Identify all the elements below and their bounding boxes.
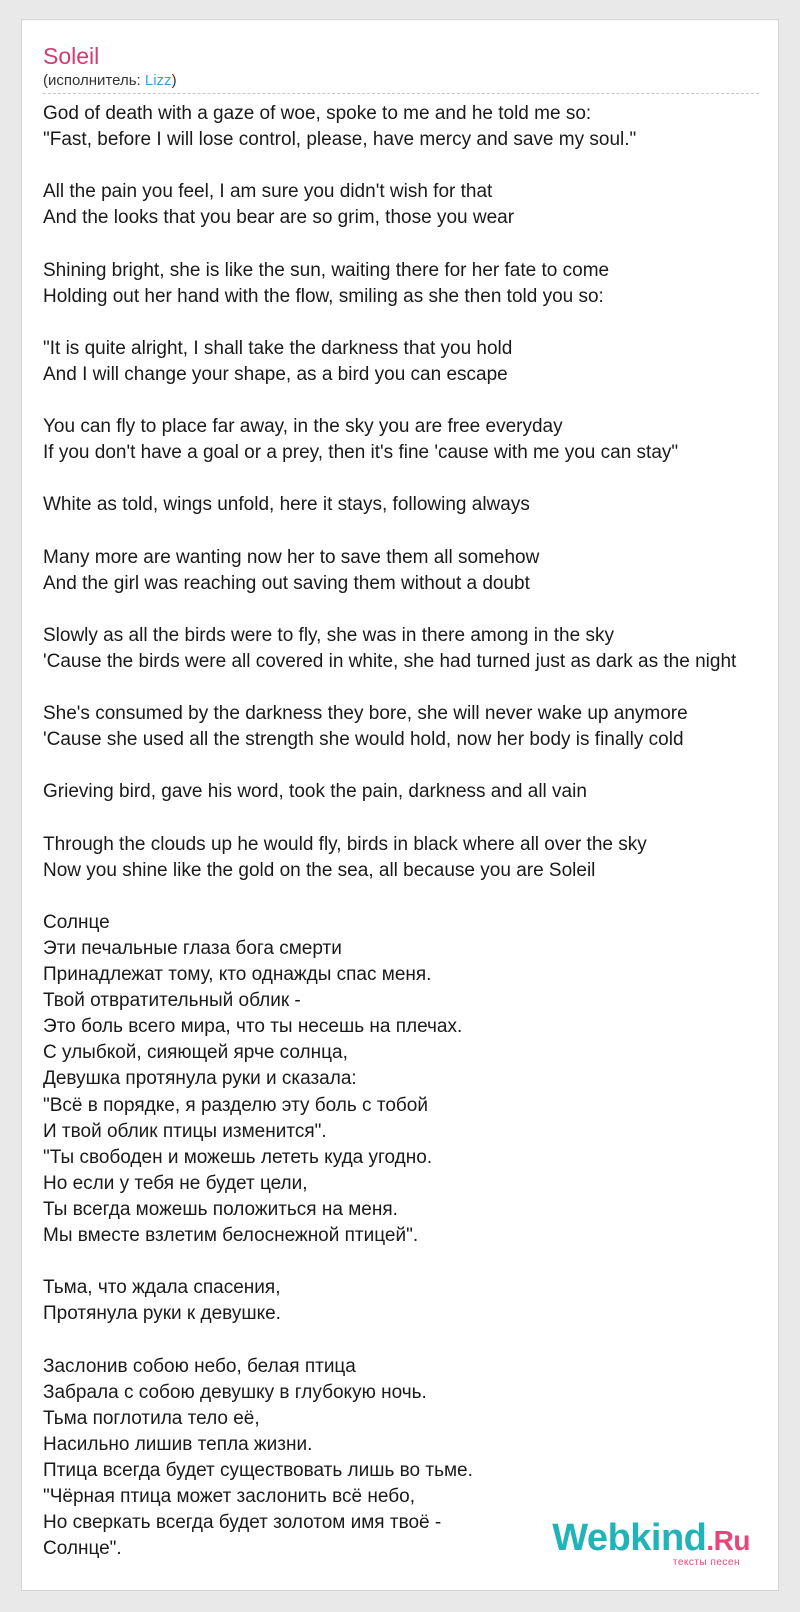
lyric-line: And the looks that you bear are so grim, those you wear — [43, 207, 515, 229]
song-title: Soleil — [43, 43, 100, 69]
lyric-line: "Всё в порядке, я разделю эту боль с тобой — [43, 1094, 428, 1116]
stanza-gap — [43, 1249, 773, 1275]
lyric-line: Ты всегда можешь положиться на меня. — [43, 1198, 398, 1220]
stanza-gap — [43, 753, 773, 779]
lyric-line: И твой облик птицы изменится". — [43, 1120, 327, 1142]
lyric-line: Slowly as all the birds were to fly, she was in there among in the sky — [43, 624, 614, 646]
lyric-line: Насильно лишив тепла жизни. — [43, 1433, 313, 1455]
lyric-line: Солнце — [43, 911, 110, 933]
stanza-gap — [43, 884, 773, 910]
lyric-line: If you don't have a goal or a prey, then it's fine 'cause with me you can stay" — [43, 442, 679, 464]
lyric-line: Shining bright, she is like the sun, waiting there for her fate to come — [43, 259, 610, 281]
artist-prefix: (исполнитель: — [43, 72, 145, 89]
lyric-line: "Ты свободен и можешь лететь куда угодно. — [43, 1146, 433, 1168]
lyric-line: Now you shine like the gold on the sea, all because you are Soleil — [43, 859, 596, 881]
site-logo[interactable] — [552, 1518, 750, 1568]
stanza-gap — [43, 231, 773, 257]
site-logo-tld: .Ru — [706, 1525, 750, 1556]
site-logo-main: Webkind — [552, 1517, 707, 1559]
lyric-line: Holding out her hand with the flow, smiling as she then told you so: — [43, 285, 604, 307]
lyric-line: Это боль всего мира, что ты несешь на плечах. — [43, 1016, 463, 1038]
lyric-line: Принадлежат тому, кто однажды спас меня. — [43, 964, 432, 986]
lyric-line: And I will change your shape, as a bird you can escape — [43, 363, 508, 385]
lyric-line: Протянула руки к девушке. — [43, 1303, 281, 1325]
lyric-line: Тьма, что ждала спасения, — [43, 1277, 281, 1299]
lyric-line: God of death with a gaze of woe, spoke to me and he told me so: — [43, 103, 592, 124]
stanza-gap — [43, 597, 773, 623]
lyrics-text — [43, 101, 773, 1562]
stanza-gap — [43, 675, 773, 701]
lyric-line: And the girl was reaching out saving them without a doubt — [43, 572, 530, 594]
lyric-line: She's consumed by the darkness they bore, she will never wake up anymore — [43, 703, 688, 725]
stanza-gap — [43, 519, 773, 545]
lyric-line: Эти печальные глаза бога смерти — [43, 938, 342, 959]
lyric-line: "Чёрная птица может заслонить всё небо, — [43, 1485, 415, 1507]
lyric-line: Твой отвратительный облик - — [43, 990, 301, 1012]
lyric-line: Мы вместе взлетим белоснежной птицей". — [43, 1225, 419, 1247]
lyric-line: Through the clouds up he would fly, birds in black where all over the sky — [43, 833, 647, 855]
stanza-gap — [43, 1327, 773, 1353]
lyric-line: Солнце". — [43, 1538, 122, 1560]
header-divider — [43, 93, 759, 94]
lyric-line: Девушка протянула руки и сказала: — [43, 1068, 357, 1090]
stanza-gap — [43, 310, 773, 336]
lyric-line: White as told, wings unfold, here it stays, following always — [43, 494, 530, 516]
lyrics-card — [21, 19, 779, 1591]
lyric-line: Птица всегда будет существовать лишь во тьме. — [43, 1459, 473, 1481]
stanza-gap — [43, 388, 773, 414]
site-logo-name — [552, 1518, 750, 1561]
lyric-line: "Fast, before I will lose control, please, have mercy and save my soul." — [43, 129, 637, 151]
lyric-line: Grieving bird, gave his word, took the pain, darkness and all vain — [43, 781, 587, 803]
lyric-line: Тьма поглотила тело её, — [43, 1407, 260, 1429]
artist-link[interactable]: Lizz — [144, 72, 172, 89]
lyric-line: 'Cause the birds were all covered in white, she had turned just as dark as the night — [43, 650, 737, 672]
lyric-line: You can fly to place far away, in the sky you are free everyday — [43, 416, 563, 438]
stanza-gap — [43, 806, 773, 832]
artist-line — [43, 72, 177, 90]
lyric-line: Many more are wanting now her to save them all somehow — [43, 546, 540, 568]
lyric-line: Но если у тебя не будет цели, — [43, 1172, 308, 1194]
lyric-line: Заслонив собою небо, белая птица — [43, 1355, 356, 1377]
lyric-line: All the pain you feel, I am sure you didn't wish for that — [43, 181, 493, 203]
lyric-line: Но сверкать всегда будет золотом имя твоё - — [43, 1512, 442, 1534]
lyric-line: С улыбкой, сияющей ярче солнца, — [43, 1042, 348, 1064]
lyric-line: 'Cause she used all the strength she would hold, now her body is finally cold — [43, 729, 684, 751]
stanza-gap — [43, 153, 773, 179]
artist-suffix: ) — [171, 72, 177, 89]
stanza-gap — [43, 466, 773, 492]
lyric-line: "It is quite alright, I shall take the darkness that you hold — [43, 337, 513, 359]
lyric-line: Забрала с собою девушку в глубокую ночь. — [43, 1381, 427, 1403]
site-logo-tagline: тексты песен — [672, 1557, 740, 1568]
